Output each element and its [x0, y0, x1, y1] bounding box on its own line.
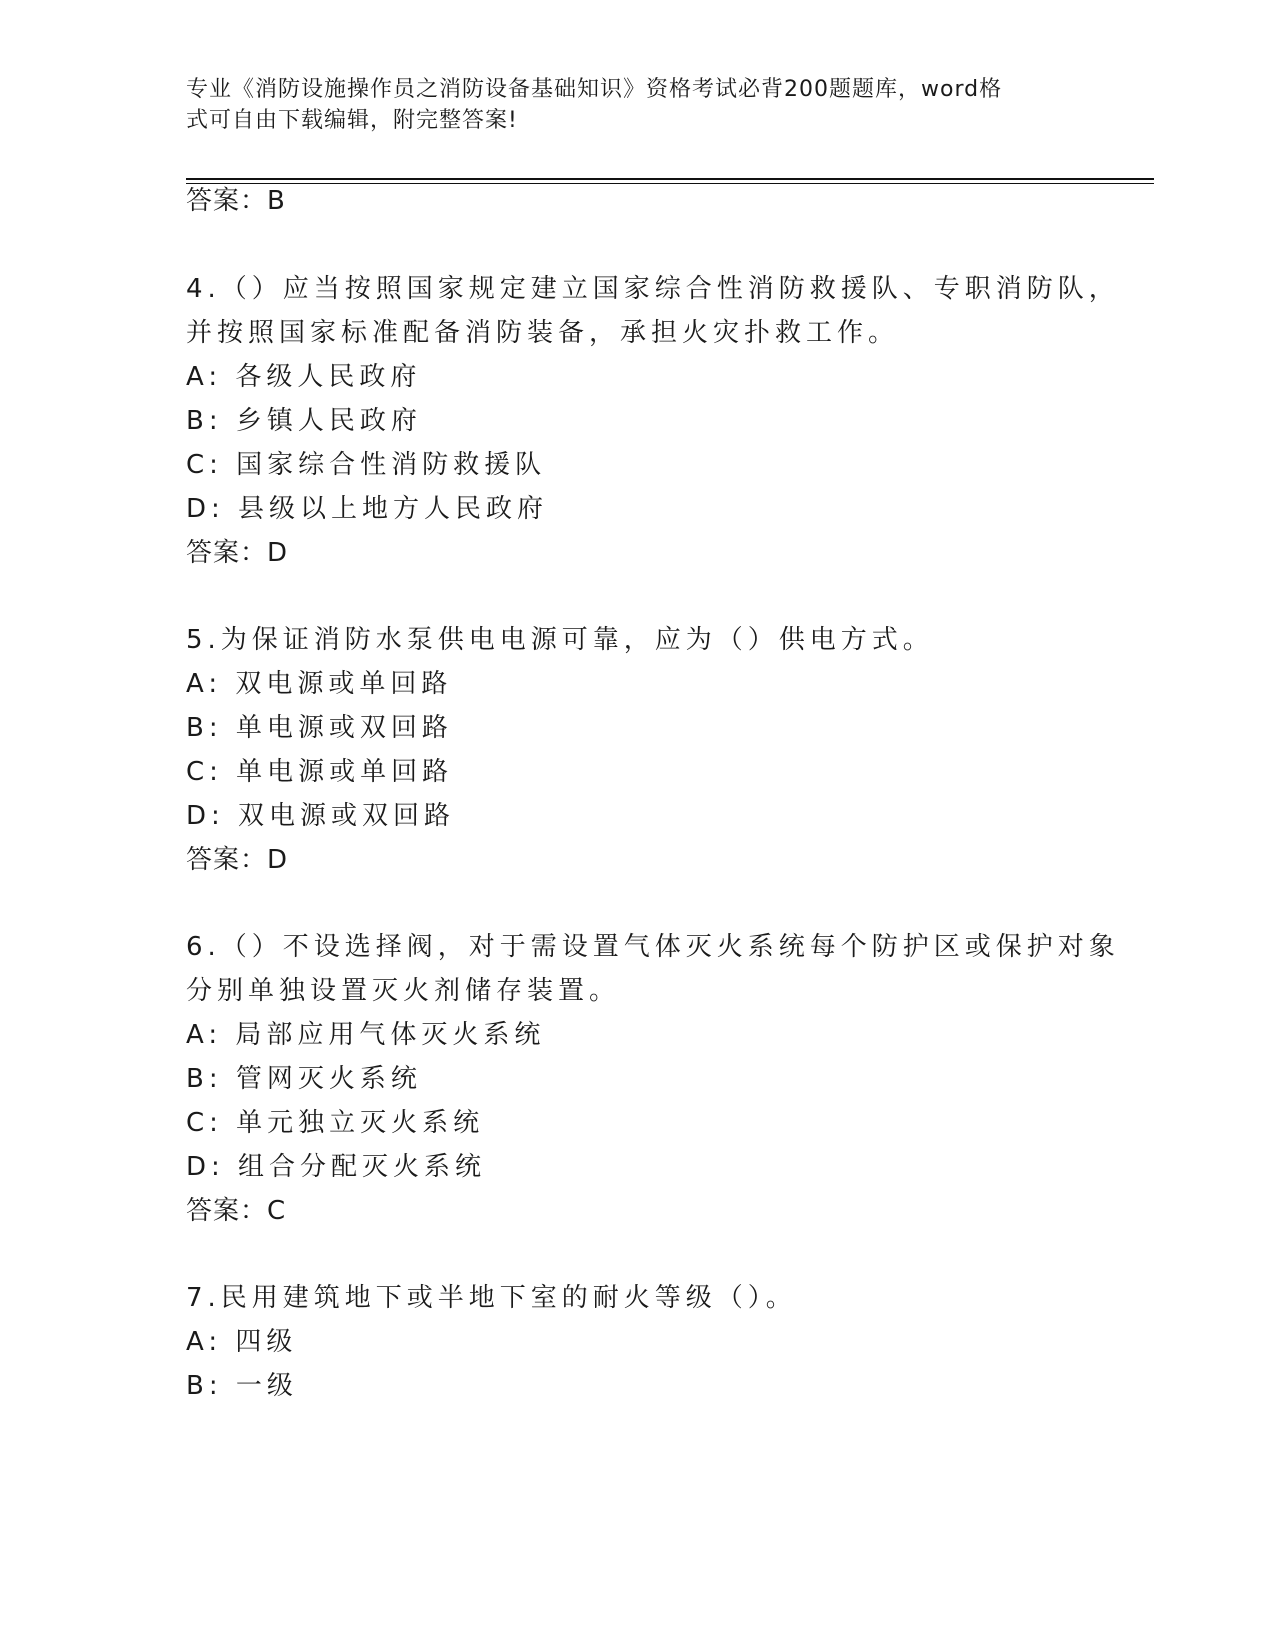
- question-4-stem-line-2: 并按照国家标准配备消防装备，承担火灾扑救工作。: [186, 318, 900, 348]
- question-5-option-b: B: 单电源或双回路: [186, 713, 453, 743]
- question-4-option-a: A: 各级人民政府: [186, 362, 422, 392]
- question-7-option-a: A: 四级: [186, 1327, 298, 1357]
- question-6-option-a: A: 局部应用气体灭火系统: [186, 1020, 546, 1050]
- question-5-answer: 答案：D: [186, 845, 289, 875]
- previous-answer: 答案：B: [186, 186, 286, 216]
- header-line-1: 专业《消防设施操作员之消防设备基础知识》资格考试必背200题题库，word格: [186, 77, 1003, 102]
- question-4-answer: 答案：D: [186, 538, 289, 568]
- question-4-stem-line-1: 4.（）应当按照国家规定建立国家综合性消防救援队、专职消防队，: [186, 274, 1120, 304]
- question-6-stem-line-1: 6.（）不设选择阀，对于需设置气体灭火系统每个防护区或保护对象: [186, 932, 1120, 962]
- question-5-option-a: A: 双电源或单回路: [186, 669, 453, 699]
- header-divider: [186, 178, 1154, 180]
- header-line-2: 式可自由下载编辑，附完整答案!: [186, 108, 518, 133]
- question-5-option-d: D: 双电源或双回路: [186, 801, 456, 831]
- question-7-option-b: B: 一级: [186, 1371, 298, 1401]
- question-4-option-d: D: 县级以上地方人民政府: [186, 494, 549, 524]
- question-4-option-b: B: 乡镇人民政府: [186, 406, 422, 436]
- question-6-stem-line-2: 分别单独设置灭火剂储存装置。: [186, 976, 621, 1006]
- header-divider-thin: [186, 183, 1154, 184]
- question-5-option-c: C: 单电源或单回路: [186, 757, 454, 787]
- question-6-answer: 答案：C: [186, 1196, 287, 1226]
- question-4-option-c: C: 国家综合性消防救援队: [186, 450, 547, 480]
- question-6-option-b: B: 管网灭火系统: [186, 1064, 422, 1094]
- page-header: [186, 74, 1066, 136]
- question-7-stem-line-1: 7.民用建筑地下或半地下室的耐火等级（）。: [186, 1283, 797, 1313]
- question-6-option-d: D: 组合分配灭火系统: [186, 1152, 487, 1182]
- question-5-stem-line-1: 5.为保证消防水泵供电电源可靠，应为（）供电方式。: [186, 625, 934, 655]
- question-6-option-c: C: 单元独立灭火系统: [186, 1108, 485, 1138]
